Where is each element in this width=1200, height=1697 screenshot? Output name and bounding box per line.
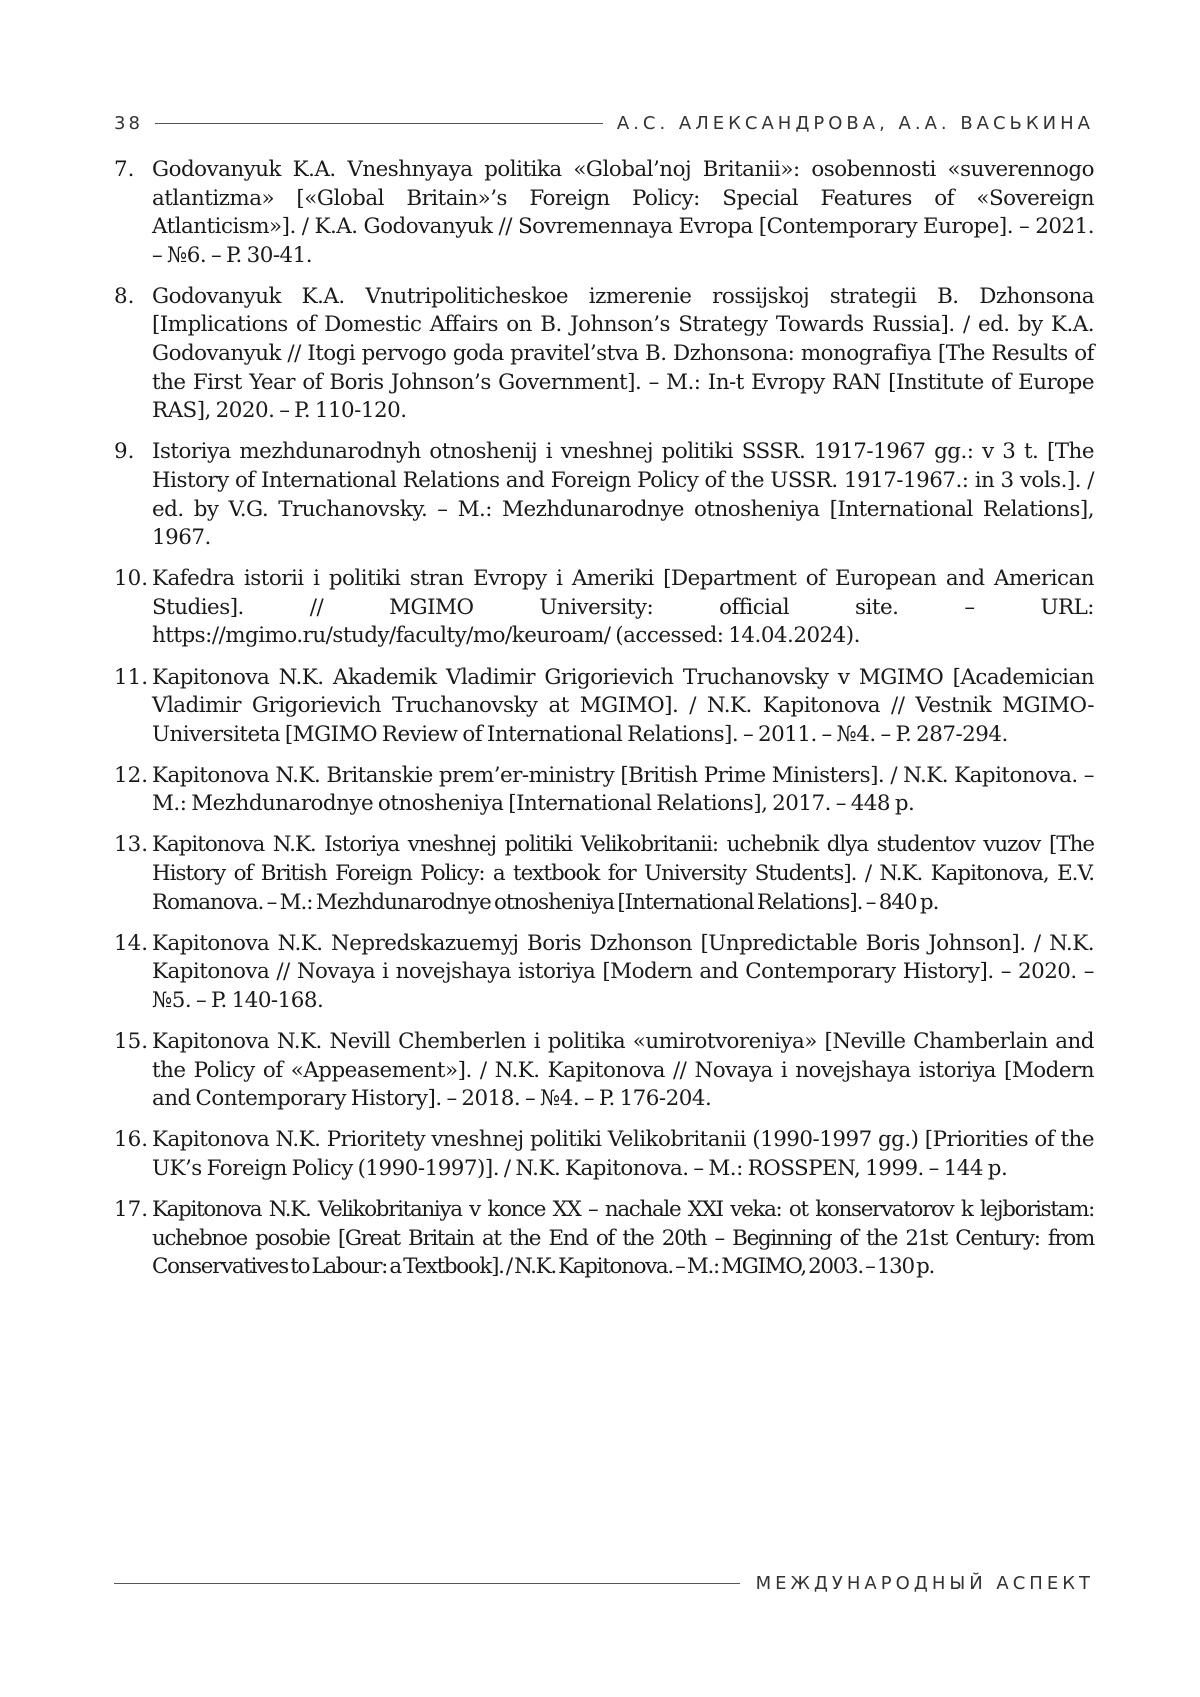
- reference-number: 13.: [114, 832, 149, 858]
- reference-item: [114, 831, 1094, 917]
- reference-number: 11.: [114, 664, 149, 690]
- reference-text: Godovanyuk K.A. Vneshnyaya politika «Global’noj Britanii»: osobennosti «suverennogo atlantizma» [«Global Britain»’s Foreign Policy: Special Features of «Sovereign Atlanticism»]. / K.A. Godovanyuk // Sovremennaya Evropa [Contemporary Europe]. – 2021. – №6. – P. 30-41.: [152, 157, 1094, 268]
- reference-number: 10.: [114, 566, 149, 592]
- reference-number: 15.: [114, 1029, 149, 1055]
- reference-item: [114, 664, 1094, 750]
- reference-number: 14.: [114, 930, 149, 956]
- reference-number: 7.: [114, 157, 135, 182]
- reference-item: [114, 762, 1094, 819]
- reference-text: Kapitonova N.K. Akademik Vladimir Grigorievich Truchanovsky v MGIMO [Academician Vladimir Grigorievich Truchanovsky at MGIMO]. / N.K. Kapitonova // Vestnik MGIMO-Universiteta [MGIMO Review of International Relations]. – 2011. – №4. – P. 287-294.: [152, 664, 1094, 747]
- page-number: 38: [114, 112, 143, 134]
- reference-number: 8.: [114, 283, 135, 309]
- reference-item: [114, 156, 1094, 270]
- reference-number: 16.: [114, 1127, 149, 1153]
- reference-item: [114, 438, 1094, 552]
- running-footer: [114, 1568, 1094, 1598]
- reference-number: 17.: [114, 1197, 149, 1222]
- footer-rule: [114, 1583, 740, 1584]
- reference-text: Kapitonova N.K. Britanskie prem’er-ministry [British Prime Ministers]. / N.K. Kapitonova. – M.: Mezhdunarodnye otnosheniya [International Relations], 2017. – 448 p.: [152, 762, 1094, 817]
- reference-text: Kapitonova N.K. Nevill Chemberlen i politika «umirotvoreniya» [Neville Chamberlain and the Policy of «Appeasement»]. / N.K. Kapitonova // Novaya i novejshaya istoriya [Modern and Contemporary History]. – 2018. – №4. – P. 176-204.: [152, 1029, 1094, 1112]
- header-rule: [155, 123, 603, 124]
- reference-item: [114, 1126, 1094, 1183]
- reference-number: 9.: [114, 439, 135, 465]
- reference-number: 12.: [114, 762, 149, 788]
- reference-text: Kafedra istorii i politiki stran Evropy i Ameriki [Department of European and American Studies]. // MGIMO University: official site. – URL: https://mgimo.ru/study/faculty/mo/keuroam/ (accessed: 14.04.2024).: [152, 566, 1094, 649]
- reference-text: Kapitonova N.K. Velikobritaniya v konce XX – nachale XXI veka: ot konservatorov k lejboristam: uchebnoe posobie [Great Britain at the End of the 20th – Beginning of the 21st Century: from Conservatives to Labour: a Textbook]. / N.K. Kapitonova. – M.: MGIMO, 2003. – 130 p.: [152, 1197, 1094, 1280]
- footer-journal-title: МЕЖДУНАРОДНЫЙ АСПЕКТ: [755, 1572, 1094, 1594]
- reference-item: [114, 930, 1094, 1016]
- reference-text: Kapitonova N.K. Nepredskazuemyj Boris Dzhonson [Unpredictable Boris Johnson]. / N.K. Kapitonova // Novaya i novejshaya istoriya [Modern and Contemporary History]. – 2020. – №5. – P. 140-168.: [152, 930, 1094, 1013]
- reference-text: Istoriya mezhdunarodnyh otnoshenij i vneshnej politiki SSSR. 1917-1967 gg.: v 3 t. [The History of International Relations and Foreign Policy of the USSR. 1917-1967.: in 3 vols.]. / ed. by V.G. Truchanovsky. – M.: Mezhdunarodnye otnosheniya [International Relations], 1967.: [152, 439, 1094, 551]
- reference-item: [114, 283, 1094, 426]
- reference-item: [114, 1028, 1094, 1114]
- reference-item: [114, 565, 1094, 651]
- reference-text: Kapitonova N.K. Istoriya vneshnej politiki Velikobritanii: uchebnik dlya studentov vuzov [The History of British Foreign Policy: a textbook for University Students]. / N.K. Kapitonova, E.V. Romanova. – M.: Mezhdunarodnye otnosheniya [International Relations]. – 840 p.: [152, 832, 1094, 915]
- reference-text: Kapitonova N.K. Prioritety vneshnej politiki Velikobritanii (1990-1997 gg.) [Priorities of the UK’s Foreign Policy (1990-1997)]. / N.K. Kapitonova. – M.: ROSSPEN, 1999. – 144 p.: [152, 1127, 1094, 1181]
- reference-item: [114, 1196, 1094, 1282]
- header-authors: А.С. АЛЕКСАНДРОВА, А.А. ВАСЬКИНА: [616, 112, 1094, 134]
- reference-text: Godovanyuk K.A. Vnutripoliticheskoe izmerenie rossijskoj strategii B. Dzhonsona [Implications of Domestic Affairs on B. Johnson’s Strategy Towards Russia]. / ed. by K.A. Godovanyuk // Itogi pervogo goda pravitel’stva B. Dzhonsona: monografiya [The Results of the First Year of Boris Johnson’s Government]. – M.: In-t Evropy RAN [Institute of Europe RAS], 2020. – P. 110-120.: [152, 283, 1094, 424]
- references-list: [114, 156, 1094, 1294]
- running-header: [114, 108, 1094, 138]
